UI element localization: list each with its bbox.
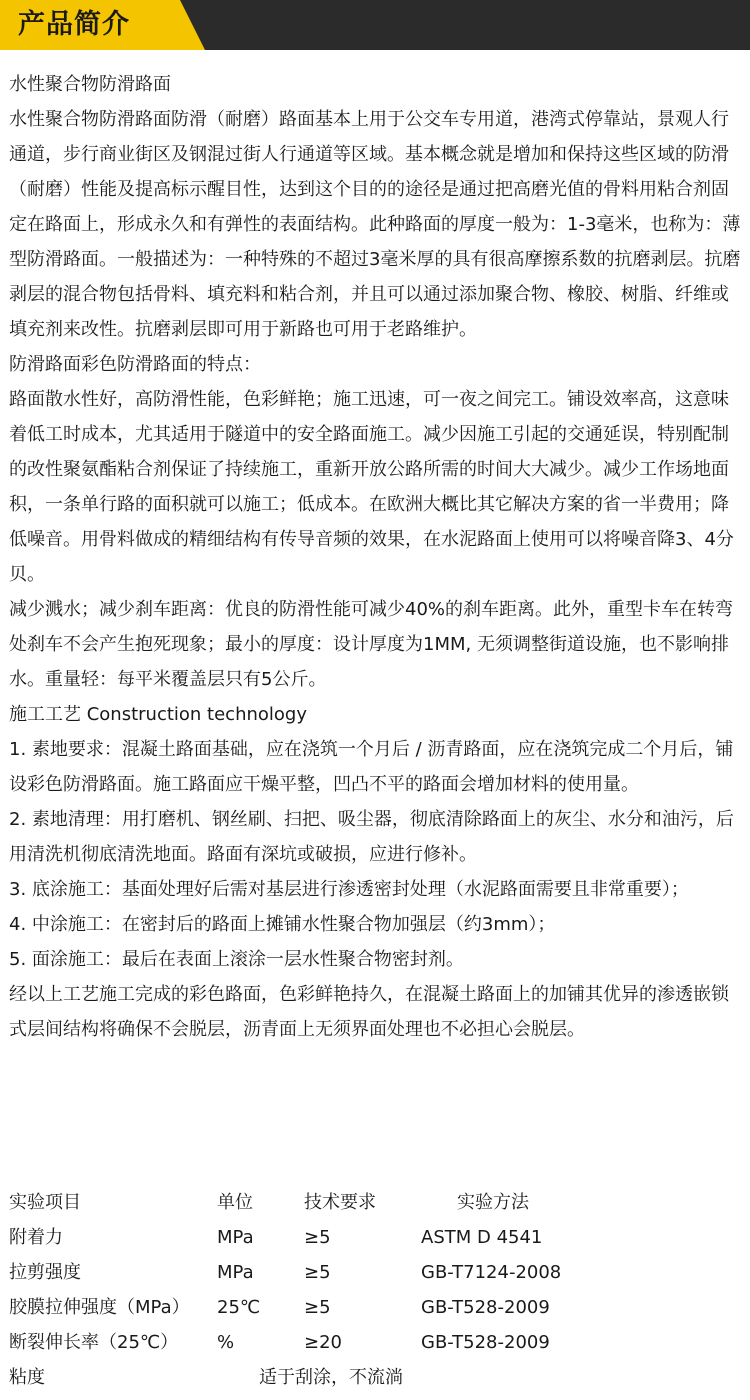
- spec-row: [9, 1290, 743, 1325]
- spec-cell: MPa: [217, 1262, 254, 1283]
- spec-cell: 附着力: [9, 1227, 63, 1248]
- banner-title: 产品简介: [18, 9, 130, 40]
- step-item: 1. 素地要求：混凝土路面基础，应在浇筑一个月后 / 沥青路面，应在浇筑完成二个月后，铺设彩色防滑路面。施工路面应干燥平整，凹凸不平的路面会增加材料的使用量。: [9, 739, 734, 795]
- spec-cell: ≥5: [304, 1227, 331, 1248]
- spec-header-cell: 单位: [217, 1192, 253, 1213]
- spec-cell: 粘度: [9, 1367, 45, 1388]
- spec-row: [9, 1360, 743, 1395]
- spec-cell: 胶膜拉伸强度（MPa）: [9, 1297, 190, 1318]
- spec-row: [9, 1255, 743, 1290]
- article-paragraph: 水性聚合物防滑路面防滑（耐磨）路面基本上用于公交车专用道，港湾式停靠站，景观人行通道，步行商业街区及钢混过街人行通道等区域。基本概念就是增加和保持这些区域的防滑（耐磨）性能及提高标示醒目性，达到这个目的的途径是通过把高磨光值的骨料用粘合剂固定在路面上，形成永久和有弹性的表面结构。此种路面的厚度一般为：1-3毫米，也称为：薄型防滑路面。一般描述为：一种特殊的不超过3毫米厚的具有很高摩擦系数的抗磨剥层。抗磨剥层的混合物包括骨料、填充料和粘合剂，并且可以通过添加聚合物、橡胶、树脂、纤维或填充剂来改性。抗磨剥层即可用于新路也可用于老路维护。: [9, 109, 741, 340]
- spec-header-cell: 实验方法: [457, 1192, 529, 1213]
- spec-cell: GB-T528-2009: [421, 1332, 550, 1353]
- spec-cell: ASTM D 4541: [421, 1227, 543, 1248]
- spec-cell: 25℃: [217, 1297, 261, 1318]
- spec-cell: 拉剪强度: [9, 1262, 81, 1283]
- spec-cell: 断裂伸长率（25℃）: [9, 1332, 179, 1353]
- step-item: 5. 面涂施工：最后在表面上滚涂一层水性聚合物密封剂。: [9, 949, 464, 970]
- step-item: 3. 底涂施工：基面处理好后需对基层进行渗透密封处理（水泥路面需要且非常重要）；: [9, 879, 689, 900]
- step-item: 4. 中涂施工：在密封后的路面上摊铺水性聚合物加强层（约3mm）；: [9, 914, 556, 935]
- spec-cell: ≥5: [304, 1262, 331, 1283]
- construction-heading: 施工工艺 Construction technology: [9, 704, 308, 725]
- article-paragraph: 经以上工艺施工完成的彩色路面，色彩鲜艳持久，在混凝土路面上的加铺其优异的渗透嵌锁式层间结构将确保不会脱层，沥青面上无须界面处理也不必担心会脱层。: [9, 984, 729, 1040]
- article-body: [9, 67, 743, 1047]
- spec-cell: GB-T528-2009: [421, 1297, 550, 1318]
- article-paragraph: 减少溅水；减少刹车距离：优良的防滑性能可减少40%的刹车距离。此外，重型卡车在转弯处刹车不会产生抱死现象；最小的厚度：设计厚度为1MM, 无须调整街道设施，也不影响排水。重量轻：每平米覆盖层只有5公斤。: [9, 599, 734, 690]
- spec-cell: ≥5: [304, 1297, 331, 1318]
- article-heading: 水性聚合物防滑路面: [9, 74, 171, 95]
- spec-cell: MPa: [217, 1227, 254, 1248]
- article-paragraph: 路面散水性好，高防滑性能，色彩鲜艳；施工迅速，可一夜之间完工。铺设效率高，这意味着低工时成本，尤其适用于隧道中的安全路面施工。减少因施工引起的交通延误，特别配制的改性聚氨酯粘合剂保证了持续施工，重新开放公路所需的时间大大减少。减少工作场地面积，一条单行路的面积就可以施工；低成本。在欧洲大概比其它解决方案的省一半费用；降低噪音。用骨料做成的精细结构有传导音频的效果，在水泥路面上使用可以将噪音降3、4分贝。: [9, 389, 734, 585]
- spec-cell: GB-T7124-2008: [421, 1262, 562, 1283]
- spec-cell: ≥20: [304, 1332, 342, 1353]
- features-heading: 防滑路面彩色防滑路面的特点：: [9, 354, 261, 375]
- spec-row: [9, 1325, 743, 1360]
- section-banner: [0, 0, 750, 50]
- spec-header-cell: 实验项目: [9, 1192, 81, 1213]
- spec-row: [9, 1220, 743, 1255]
- spec-cell: 适于刮涂，不流淌: [259, 1367, 403, 1388]
- spec-header-cell: 技术要求: [304, 1192, 376, 1213]
- spec-table: [9, 1185, 743, 1395]
- spec-cell: %: [217, 1332, 235, 1353]
- spec-header-row: [9, 1185, 743, 1220]
- step-item: 2. 素地清理：用打磨机、钢丝刷、扫把、吸尘器，彻底清除路面上的灰尘、水分和油污，后用清洗机彻底清洗地面。路面有深坑或破损，应进行修补。: [9, 809, 734, 865]
